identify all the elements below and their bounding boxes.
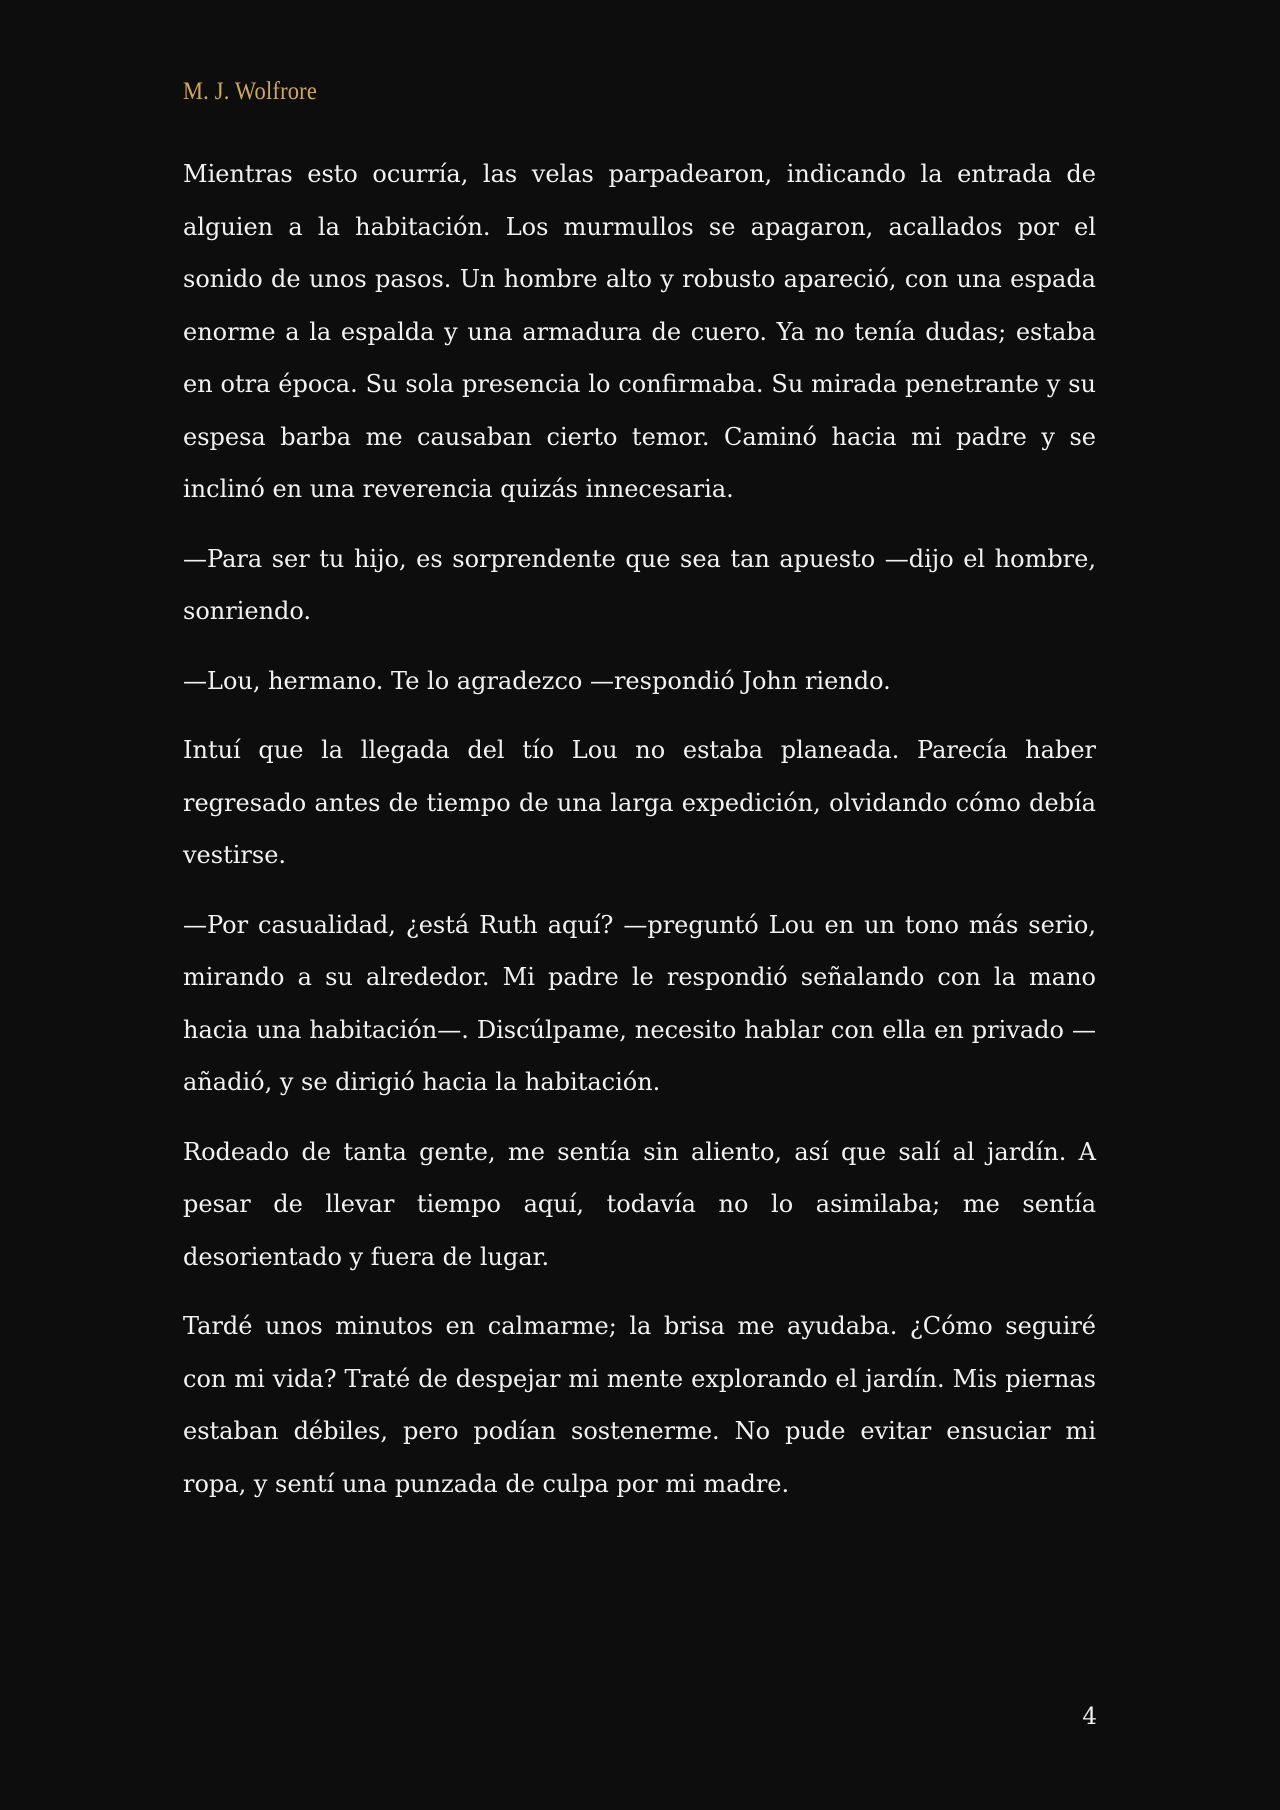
running-header-author: M. J. Wolfrore: [183, 78, 318, 105]
page-body: [183, 148, 1096, 1527]
page-number: 4: [1082, 1704, 1097, 1730]
paragraph: —Lou, hermano. Te lo agradezco —respondió John riendo.: [183, 666, 891, 695]
paragraph: Intuí que la llegada del tío Lou no estaba planeada. Parecía haber regresado antes de tiempo de una larga expedición, olvidando cómo debía vestirse.: [183, 736, 1096, 869]
paragraph: Tardé unos minutos en calmarme; la brisa me ayudaba. ¿Cómo seguiré con mi vida? Traté de despejar mi mente explorando el jardín. Mis piernas estaban débiles, pero podían sostenerme. No pude evitar ensuciar mi ropa, y sentí una punzada de culpa por mi madre.: [183, 1312, 1096, 1498]
paragraph: —Para ser tu hijo, es sorprendente que sea tan apuesto —dijo el hombre, sonriendo.: [183, 544, 1096, 625]
paragraph: Mientras esto ocurría, las velas parpadearon, indicando la entrada de alguien a la habitación. Los murmullos se apagaron, acallados por el sonido de unos pasos. Un hombre alto y robusto apareció, con una espada enorme a la espalda y una armadura de cuero. Ya no tenía dudas; estaba en otra época. Su sola presencia lo confirmaba. Su mirada penetrante y su espesa barba me causaban cierto temor. Caminó hacia mi padre y se inclinó en una reverencia quizás innecesaria.: [183, 160, 1096, 503]
paragraph: —Por casualidad, ¿está Ruth aquí? —preguntó Lou en un tono más serio, mirando a su alrededor. Mi padre le respondió señalando con la mano hacia una habitación—. Discúlpame, necesito hablar con ella en privado —añadió, y se dirigió hacia la habitación.: [183, 910, 1096, 1096]
paragraph: Rodeado de tanta gente, me sentía sin aliento, así que salí al jardín. A pesar de llevar tiempo aquí, todavía no lo asimilaba; me sentía desorientado y fuera de lugar.: [183, 1137, 1096, 1271]
